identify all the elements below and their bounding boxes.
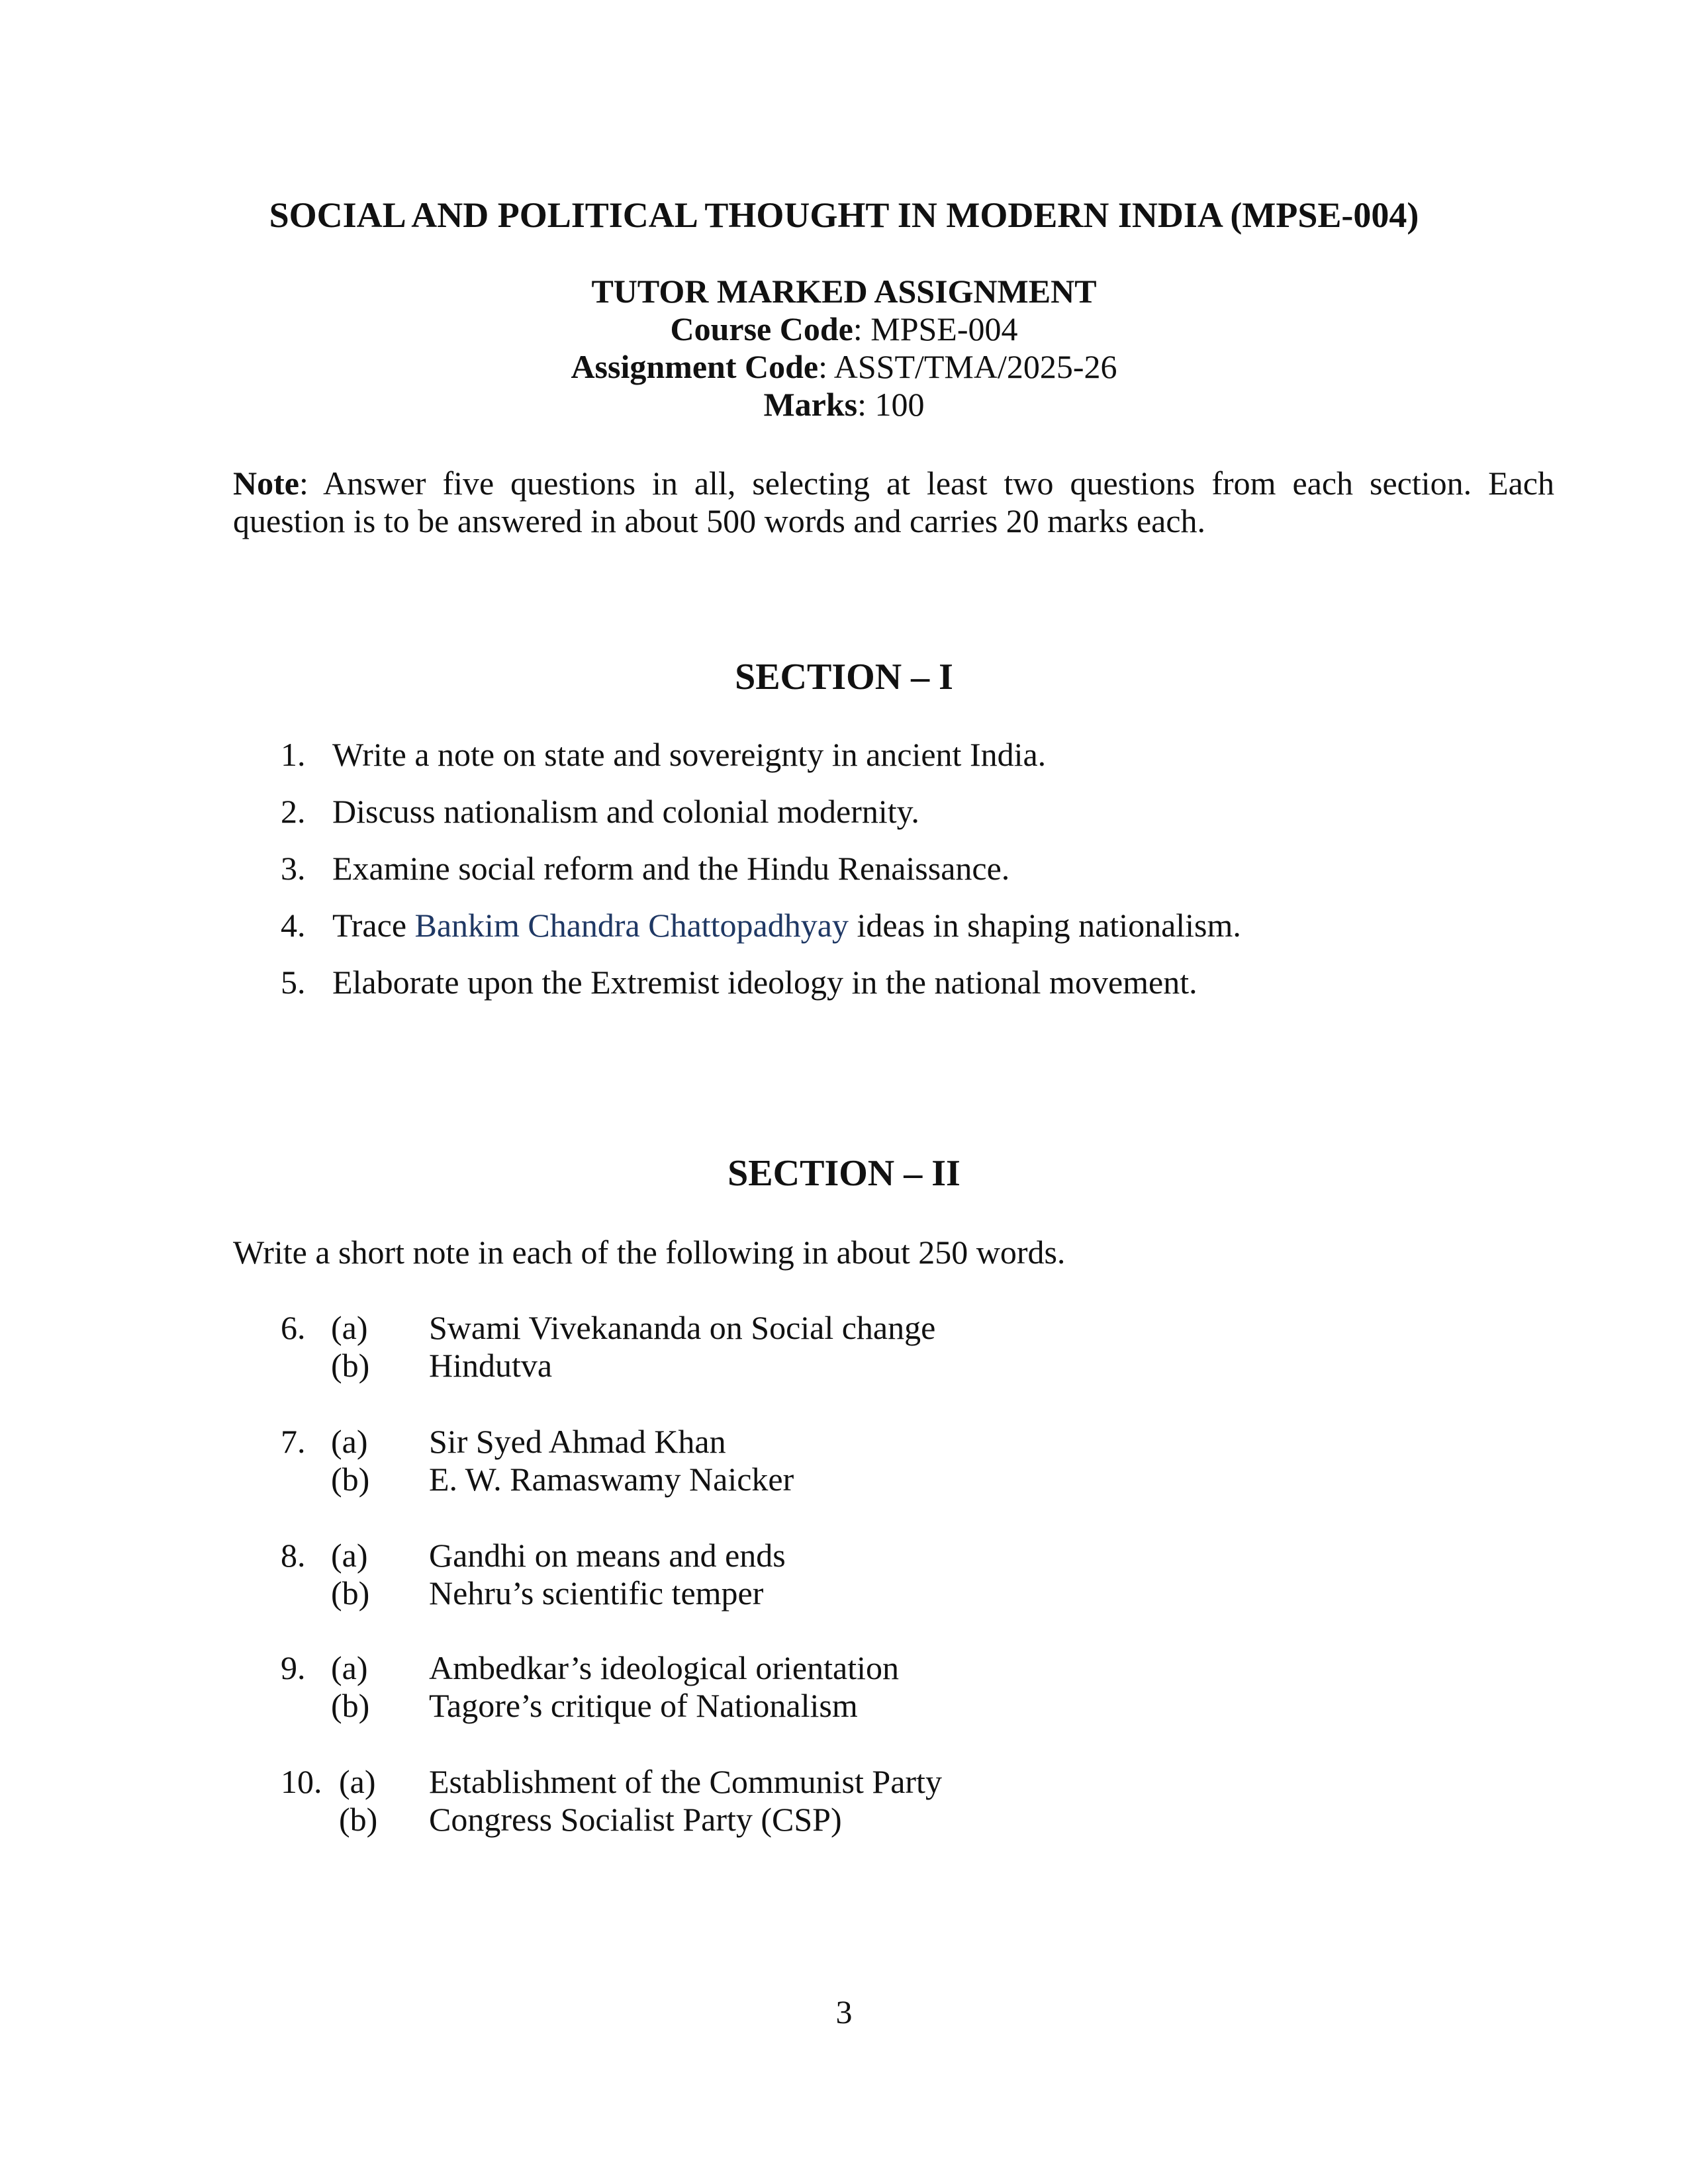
- part-a-text: Gandhi on means and ends: [429, 1537, 786, 1574]
- part-a-label: (a): [339, 1763, 376, 1800]
- part-a-label: (a): [331, 1423, 368, 1460]
- document-title: SOCIAL AND POLITICAL THOUGHT IN MODERN INDIA (MPSE-004): [269, 195, 1419, 235]
- part-b-label: (b): [331, 1574, 370, 1612]
- list-item: [0, 1763, 1688, 1843]
- part-b-text: E. W. Ramaswamy Naicker: [429, 1461, 794, 1498]
- question-text: Examine social reform and the Hindu Renaissance.: [332, 850, 1010, 887]
- part-a-label: (a): [331, 1537, 368, 1574]
- list-item: [0, 1649, 1688, 1729]
- assignment-code-label: Assignment Code: [571, 348, 819, 385]
- question-text: Elaborate upon the Extremist ideology in the national movement.: [332, 964, 1197, 1001]
- question-number: 5.: [281, 964, 306, 1001]
- part-b-label: (b): [331, 1687, 370, 1724]
- part-b-text: Nehru’s scientific temper: [429, 1574, 764, 1612]
- question-number: 8.: [281, 1537, 306, 1574]
- question-text-before: Trace: [332, 907, 415, 944]
- list-item: [0, 1309, 1688, 1388]
- part-a-label: (a): [331, 1309, 368, 1346]
- part-a-text: Establishment of the Communist Party: [429, 1763, 942, 1800]
- course-code-value: : MPSE-004: [853, 310, 1018, 347]
- marks-value: : 100: [857, 386, 925, 423]
- assignment-header: [0, 273, 1688, 424]
- question-number: 6.: [281, 1309, 306, 1346]
- part-b-label: (b): [331, 1461, 370, 1498]
- section-2-heading: SECTION – II: [727, 1153, 961, 1194]
- question-number: 10.: [281, 1763, 322, 1800]
- list-item: [0, 1423, 1688, 1502]
- course-code-label: Course Code: [670, 310, 853, 347]
- instructions-note: [233, 465, 1554, 540]
- part-a-text: Sir Syed Ahmad Khan: [429, 1423, 726, 1460]
- question-text: Write a note on state and sovereignty in ancient India.: [332, 736, 1047, 773]
- part-b-text: Congress Socialist Party (CSP): [429, 1801, 842, 1838]
- question-number: 2.: [281, 793, 306, 830]
- note-label: Note: [233, 465, 299, 502]
- part-b-label: (b): [331, 1347, 370, 1384]
- marks-label: Marks: [763, 386, 858, 423]
- question-number: 7.: [281, 1423, 306, 1460]
- part-a-text: Swami Vivekananda on Social change: [429, 1309, 936, 1346]
- course-code-line: [0, 310, 1688, 348]
- page-number: 3: [835, 1993, 853, 2030]
- question-number: 9.: [281, 1649, 306, 1686]
- assignment-heading: TUTOR MARKED ASSIGNMENT: [591, 273, 1097, 310]
- part-a-label: (a): [331, 1649, 368, 1686]
- question-number: 4.: [281, 907, 306, 944]
- assignment-code-line: [0, 348, 1688, 386]
- list-item: [0, 1537, 1688, 1616]
- section-2-instruction: Write a short note in each of the following in about 250 words.: [233, 1234, 1066, 1271]
- question-text: Discuss nationalism and colonial modernity.: [332, 793, 919, 830]
- question-number: 3.: [281, 850, 306, 887]
- question-text: [332, 905, 1241, 945]
- question-text-after: ideas in shaping nationalism.: [848, 907, 1241, 944]
- question-number: 1.: [281, 736, 306, 773]
- part-b-text: Hindutva: [429, 1347, 553, 1384]
- note-text: : Answer five questions in all, selecting at least two questions from each section. Each question is to be answered in about 500 words and carries 20 marks each.: [233, 465, 1554, 539]
- part-b-text: Tagore’s critique of Nationalism: [429, 1687, 858, 1724]
- part-b-label: (b): [339, 1801, 378, 1838]
- assignment-code-value: : ASST/TMA/2025-26: [818, 348, 1117, 385]
- section-1-heading: SECTION – I: [735, 657, 953, 698]
- part-a-text: Ambedkar’s ideological orientation: [429, 1649, 899, 1686]
- highlighted-name: Bankim Chandra Chattopadhyay: [414, 907, 849, 944]
- marks-line: [0, 386, 1688, 424]
